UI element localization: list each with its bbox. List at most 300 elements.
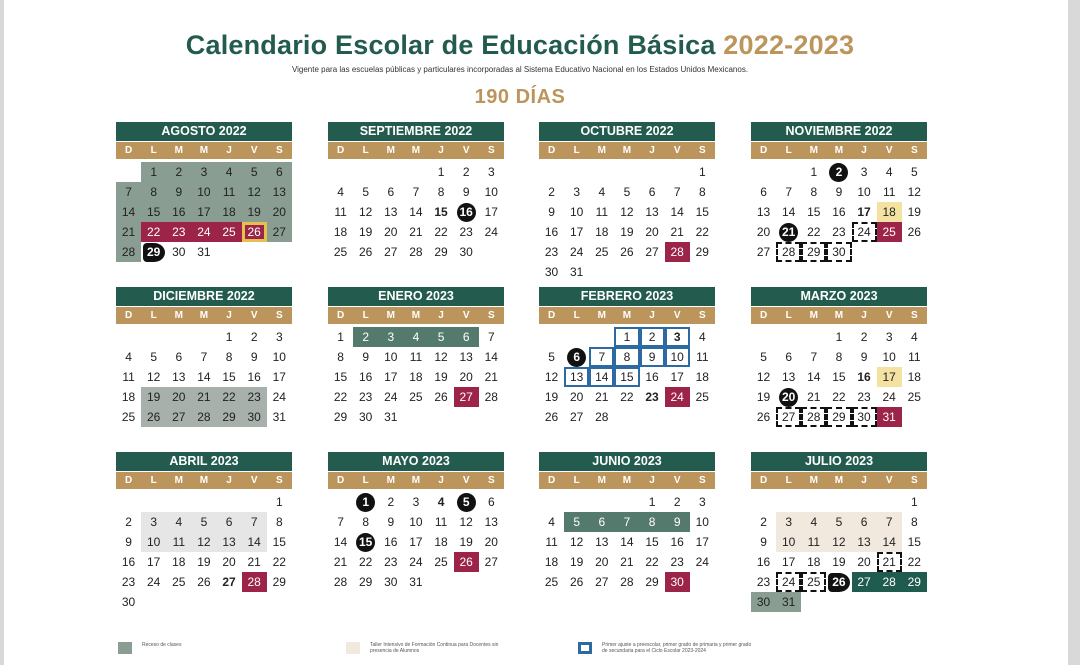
day-number: 21 (333, 555, 348, 569)
day-cell (690, 552, 715, 572)
day-number: 1 (275, 495, 283, 509)
day-number: 15 (434, 205, 448, 219)
day-grid (751, 327, 927, 427)
day-number: 7 (785, 185, 793, 199)
day-cell (614, 182, 639, 202)
day-cell (902, 182, 927, 202)
day-cell (902, 162, 927, 182)
day-number: 23 (247, 390, 261, 404)
weekday-label: M (597, 310, 606, 321)
day-cell (877, 572, 902, 592)
day-cell (589, 387, 614, 407)
day-number: 2 (387, 495, 395, 509)
day-number: 22 (272, 555, 286, 569)
day-cell (141, 347, 166, 367)
weekday-label: D (124, 145, 133, 156)
day-number: 14 (782, 205, 796, 219)
day-cell (217, 387, 242, 407)
day-number: 4 (437, 495, 445, 509)
day-number: 23 (121, 575, 136, 589)
day-cell (479, 202, 504, 222)
day-cell (191, 347, 216, 367)
day-cell (640, 512, 665, 532)
day-number: 8 (275, 515, 283, 529)
day-number: 10 (197, 185, 211, 199)
day-cell (826, 222, 851, 242)
day-number: 11 (172, 535, 186, 549)
day-cell (242, 222, 267, 242)
day-number: 4 (125, 350, 132, 364)
day-grid (751, 492, 927, 612)
day-cell (166, 367, 191, 387)
day-cell (801, 572, 826, 592)
day-cell (454, 242, 479, 262)
weekday-label: V (885, 310, 893, 321)
day-cell (877, 347, 902, 367)
day-number: 8 (150, 185, 158, 199)
day-number: 19 (544, 390, 559, 404)
day-cell (640, 532, 665, 552)
day-cell (116, 512, 141, 532)
weekday-label: S (698, 145, 706, 156)
day-cell (690, 242, 715, 262)
day-number: 17 (670, 370, 684, 384)
day-cell (902, 347, 927, 367)
day-cell (429, 532, 454, 552)
day-number: 21 (779, 223, 798, 242)
day-cell (564, 202, 589, 222)
day-cell (328, 182, 353, 202)
weekday-label: L (150, 310, 157, 321)
day-cell (902, 492, 927, 512)
weekday-label: M (386, 145, 395, 156)
day-number: 15 (272, 535, 286, 549)
day-grid (116, 162, 292, 262)
weekday-label: S (910, 475, 918, 486)
day-number: 8 (810, 185, 818, 199)
day-cell (429, 552, 454, 572)
weekday-label: L (362, 310, 369, 321)
day-cell (454, 512, 479, 532)
day-cell (902, 552, 927, 572)
day-number: 21 (882, 555, 896, 569)
day-cell (141, 407, 166, 427)
day-cell (614, 552, 639, 572)
day-number: 15 (645, 535, 659, 549)
day-number: 3 (487, 165, 495, 179)
day-number: 22 (434, 225, 448, 239)
day-number: 13 (645, 205, 659, 219)
day-number: 31 (882, 410, 896, 424)
day-number: 12 (247, 185, 261, 199)
day-cell (378, 242, 403, 262)
day-number: 24 (197, 225, 211, 239)
day-cell (877, 162, 902, 182)
day-cell (826, 552, 851, 572)
day-cell (353, 367, 378, 387)
day-cell (690, 202, 715, 222)
weekday-label: D (336, 145, 345, 156)
day-grid (539, 162, 715, 282)
day-cell (378, 222, 403, 242)
weekday-label: V (462, 310, 470, 321)
day-cell (353, 327, 378, 347)
month-title: AGOSTO 2022 (116, 122, 292, 141)
day-number: 25 (807, 575, 821, 589)
day-number: 9 (648, 350, 656, 364)
day-cell (217, 162, 242, 182)
title-text: Calendario Escolar de Educación Básica (185, 30, 716, 60)
day-cell (751, 347, 776, 367)
day-number: 9 (673, 515, 681, 529)
day-cell (776, 552, 801, 572)
day-number: 23 (645, 390, 659, 404)
day-cell (403, 182, 428, 202)
day-cell (826, 572, 851, 592)
day-cell (640, 347, 665, 367)
day-cell (826, 407, 851, 427)
day-number: 22 (359, 555, 373, 569)
day-number: 14 (197, 370, 211, 384)
weekday-label: S (487, 310, 495, 321)
day-number: 25 (907, 390, 921, 404)
legend-swatch (578, 642, 592, 654)
day-number: 12 (359, 205, 373, 219)
day-cell (690, 347, 715, 367)
day-cell (378, 407, 403, 427)
day-cell (640, 327, 665, 347)
weekday-label: D (547, 310, 556, 321)
day-grid (116, 327, 292, 427)
day-number: 22 (333, 390, 348, 404)
day-cell (690, 327, 715, 347)
day-cell (751, 407, 776, 427)
day-number: 23 (359, 390, 373, 404)
day-number: 18 (121, 390, 136, 404)
day-number: 18 (807, 555, 821, 569)
weekday-label: L (785, 475, 792, 486)
weekday-label: D (547, 475, 556, 486)
day-cell (378, 202, 403, 222)
day-number: 16 (670, 535, 684, 549)
day-cell (852, 532, 877, 552)
weekday-label: L (573, 310, 580, 321)
day-cell (877, 202, 902, 222)
day-cell (564, 222, 589, 242)
day-number: 19 (247, 205, 261, 219)
day-number: 30 (544, 265, 559, 279)
day-number: 12 (197, 535, 211, 549)
day-number: 1 (225, 330, 233, 344)
day-cell (242, 162, 267, 182)
legend-item (118, 642, 292, 654)
day-cell (665, 512, 690, 532)
month-calendar (116, 287, 292, 427)
day-cell (242, 532, 267, 552)
weekday-label: M (411, 145, 421, 156)
day-number: 15 (807, 205, 821, 219)
day-cell (877, 552, 902, 572)
weekday-label: M (386, 475, 395, 486)
weekday-label: S (698, 475, 706, 486)
day-cell (191, 512, 216, 532)
day-cell (191, 202, 216, 222)
day-cell (454, 347, 479, 367)
day-cell (217, 367, 242, 387)
day-number: 5 (250, 165, 258, 179)
day-cell (267, 347, 292, 367)
day-cell (191, 242, 216, 262)
day-cell (690, 532, 715, 552)
day-cell (640, 552, 665, 572)
day-cell (116, 552, 141, 572)
day-cell (665, 492, 690, 512)
day-cell (539, 387, 564, 407)
legend-swatch (118, 642, 132, 654)
weekday-label: J (861, 475, 867, 486)
day-cell (328, 552, 353, 572)
weekday-label: D (759, 310, 768, 321)
day-cell (751, 592, 776, 612)
day-number: 21 (484, 370, 498, 384)
weekday-label: M (622, 310, 632, 321)
day-cell (776, 182, 801, 202)
day-cell (665, 222, 690, 242)
day-cell (242, 367, 267, 387)
day-cell (403, 327, 428, 347)
day-cell (166, 162, 191, 182)
legend (0, 632, 1040, 665)
day-number: 7 (487, 330, 495, 344)
day-number: 27 (484, 555, 498, 569)
day-cell (902, 367, 927, 387)
day-number: 7 (200, 350, 208, 364)
day-cell (776, 242, 801, 262)
day-cell (852, 407, 877, 427)
day-number: 22 (695, 225, 709, 239)
day-cell (479, 387, 504, 407)
day-cell (166, 202, 191, 222)
legend-text: Taller Intensivo de Formación Continua para Docentes sin presencia de Alumnos (370, 642, 499, 654)
day-number: 27 (645, 245, 659, 259)
day-cell (353, 387, 378, 407)
day-number: 6 (860, 515, 868, 529)
month-title: MAYO 2023 (328, 452, 504, 471)
day-cell (403, 242, 428, 262)
day-cell (665, 242, 690, 262)
day-cell (589, 532, 614, 552)
day-number: 17 (409, 535, 423, 549)
day-number: 29 (434, 245, 448, 259)
day-cell (902, 512, 927, 532)
day-cell (690, 387, 715, 407)
weekday-label: D (759, 145, 768, 156)
day-number: 3 (573, 185, 581, 199)
day-number: 24 (409, 555, 423, 569)
day-cell (640, 367, 665, 387)
day-number: 4 (175, 515, 183, 529)
month-calendar (116, 122, 292, 262)
day-cell (852, 552, 877, 572)
day-cell (801, 162, 826, 182)
day-cell (353, 572, 378, 592)
day-cell (454, 367, 479, 387)
day-cell (403, 202, 428, 222)
day-number: 7 (250, 515, 258, 529)
day-number: 16 (384, 535, 398, 549)
day-number: 6 (175, 350, 183, 364)
weekday-header (539, 142, 715, 159)
day-number: 1 (648, 495, 656, 509)
day-cell (191, 387, 216, 407)
day-number: 17 (484, 205, 498, 219)
day-number: 26 (570, 575, 584, 589)
day-cell (191, 552, 216, 572)
day-cell (852, 327, 877, 347)
day-number: 27 (756, 245, 771, 259)
day-number: 9 (835, 185, 843, 199)
day-number: 14 (484, 350, 498, 364)
weekday-header (539, 307, 715, 324)
day-number: 29 (143, 243, 165, 262)
day-number: 3 (698, 495, 706, 509)
day-grid (751, 162, 927, 262)
day-cell (141, 162, 166, 182)
day-number: 30 (857, 410, 871, 424)
day-number: 27 (172, 410, 186, 424)
day-number: 21 (121, 225, 136, 239)
day-number: 9 (462, 185, 470, 199)
day-cell (690, 222, 715, 242)
day-cell (479, 162, 504, 182)
day-number: 22 (620, 390, 634, 404)
day-number: 9 (760, 535, 767, 549)
day-cell (403, 492, 428, 512)
day-number: 24 (857, 225, 871, 239)
legend-swatch (346, 642, 360, 654)
day-number: 20 (645, 225, 659, 239)
legend-text: Primer ajuste a preescolar, primer grado de primaria y primer grado de secundaria para el Ciclo Escolar 2023-2024 (602, 642, 752, 654)
day-cell (589, 182, 614, 202)
day-cell (852, 202, 877, 222)
day-number: 19 (907, 205, 921, 219)
day-cell (217, 572, 242, 592)
weekday-label: J (861, 310, 867, 321)
day-number: 19 (620, 225, 634, 239)
day-cell (902, 202, 927, 222)
day-number: 5 (910, 165, 918, 179)
day-number: 1 (623, 330, 631, 344)
month-title: ENERO 2023 (328, 287, 504, 306)
day-cell (217, 407, 242, 427)
day-cell (877, 407, 902, 427)
day-cell (589, 407, 614, 427)
day-cell (429, 182, 454, 202)
day-cell (353, 492, 378, 512)
day-number: 9 (362, 350, 370, 364)
day-cell (589, 512, 614, 532)
day-cell (267, 327, 292, 347)
day-number: 5 (362, 185, 370, 199)
day-number: 1 (437, 165, 445, 179)
day-cell (877, 327, 902, 347)
day-cell (141, 512, 166, 532)
day-cell (539, 182, 564, 202)
weekday-label: M (199, 310, 209, 321)
day-number: 7 (885, 515, 893, 529)
day-cell (328, 572, 353, 592)
day-number: 5 (200, 515, 208, 529)
day-cell (564, 347, 589, 367)
day-cell (141, 202, 166, 222)
day-cell (166, 182, 191, 202)
day-cell (751, 202, 776, 222)
day-number: 24 (782, 575, 796, 589)
day-cell (479, 182, 504, 202)
weekday-label: M (834, 145, 844, 156)
day-number: 11 (434, 515, 448, 529)
day-cell (801, 532, 826, 552)
day-cell (902, 387, 927, 407)
day-cell (454, 222, 479, 242)
day-number: 5 (835, 515, 843, 529)
weekday-label: L (150, 145, 157, 156)
weekday-header (328, 307, 504, 324)
day-number: 5 (760, 350, 767, 364)
day-number: 20 (595, 555, 609, 569)
day-number: 1 (698, 165, 706, 179)
day-number: 4 (885, 165, 893, 179)
day-number: 18 (222, 205, 236, 219)
day-number: 25 (695, 390, 709, 404)
weekday-label: L (573, 475, 580, 486)
month-calendar (328, 452, 504, 592)
day-number: 29 (272, 575, 286, 589)
day-cell (191, 162, 216, 182)
legend-item (578, 642, 752, 654)
day-cell (267, 367, 292, 387)
day-cell (852, 222, 877, 242)
calendar-header (0, 30, 1040, 109)
day-cell (378, 327, 403, 347)
day-number: 4 (698, 330, 706, 344)
day-cell (614, 222, 639, 242)
day-cell (378, 367, 403, 387)
day-number: 9 (125, 535, 132, 549)
day-number: 19 (459, 535, 473, 549)
day-number: 2 (648, 330, 656, 344)
day-number: 7 (125, 185, 132, 199)
day-number: 12 (434, 350, 448, 364)
day-number: 14 (409, 205, 423, 219)
day-number: 16 (857, 370, 871, 384)
day-number: 8 (225, 350, 233, 364)
day-number: 25 (434, 555, 448, 569)
weekday-label: M (174, 145, 183, 156)
day-number: 17 (782, 555, 796, 569)
day-cell (902, 222, 927, 242)
day-number: 28 (409, 245, 423, 259)
day-cell (166, 512, 191, 532)
day-number: 22 (222, 390, 236, 404)
day-number: 18 (907, 370, 921, 384)
day-number: 19 (756, 390, 771, 404)
weekday-label: V (885, 475, 893, 486)
day-number: 30 (359, 410, 373, 424)
day-number: 16 (645, 370, 659, 384)
day-cell (328, 512, 353, 532)
day-number: 21 (409, 225, 423, 239)
